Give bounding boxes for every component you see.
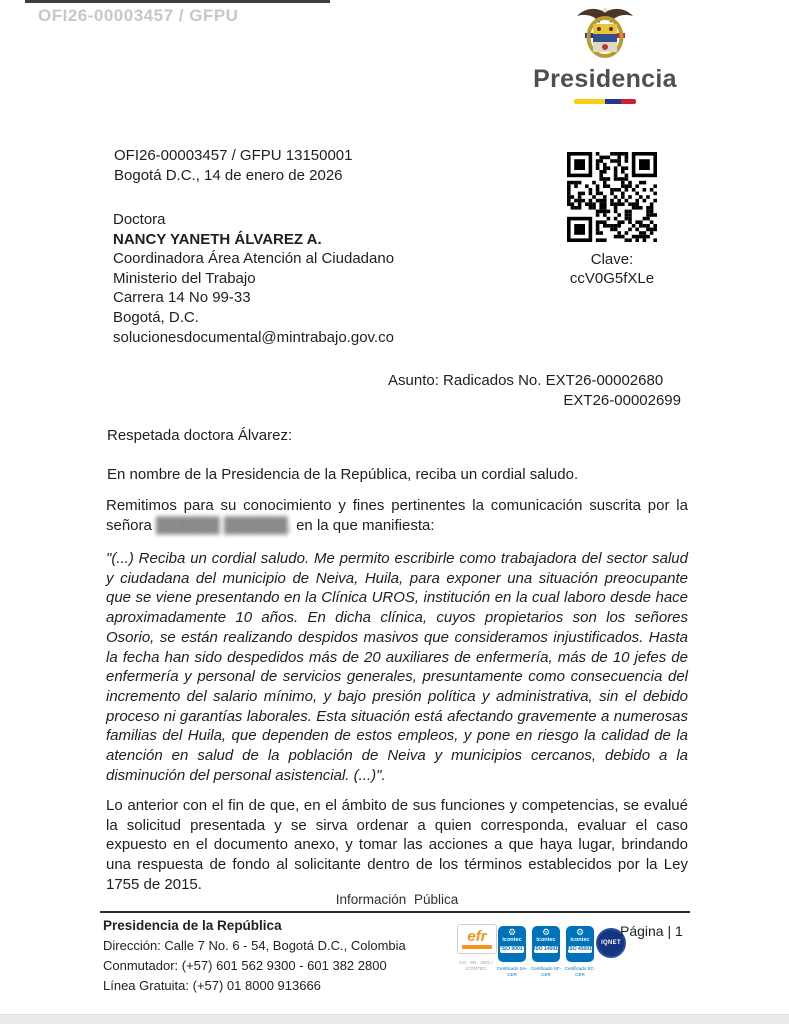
recipient-org: Ministerio del Trabajo [113,269,256,287]
recipient-role: Coordinadora Área Atención al Ciudadano [113,250,395,268]
qr-key-label: Clave: [590,251,634,268]
iso-label-2: ISO 14001 [534,946,558,952]
subject-block [388,371,681,411]
classification-label: Información Pública [335,892,459,907]
reference-number: OFI26-00003457 / GFPU 13150001 [114,147,353,164]
icontec-gear-icon: ⚙ [507,927,517,937]
window-doc-id: OFI26-00003457 / GFPU [38,6,239,25]
quoted-complaint-paragraph: "(...) Reciba un cordial saludo. Me permito escribirle como trabajadora del sector salud y ciudadana del municipio de Neiva, Huila, para exponer una situación preocupante que se viene presentando en la Clínica UROS, institución en la cual laboro desde hace aproximadamente 10 años. En dicha clínica, cuyos propietarios son los señores Osorio, se están realizando despidos masivos que consideramos injustificados. Hasta la fecha han sido despedidos más de 20 auxiliares de enfermería, más de 10 jefes de enfermería y personal de servicios generales, presuntamente como consecuencia del incremento del salario mínimo, y bajo presión política y administrativa, sin el debido proceso ni garantías laborales. Esta situación está afectando gravemente a numerosas familias del Huila, que dependen de estos empleos, y pone en riesgo la calidad de la atención en salud de la población de Neiva y municipios cercanos, debido a la disminución del personal asistencial. (...)". [106,550,688,784]
bottom-background-band [0,1014,789,1024]
efr-certification-badge [457,924,497,954]
recipient-city: Bogotá, D.C. [113,308,199,326]
subject-line2: EXT26-00002699 [563,392,681,409]
salutation: Respetada doctora Álvarez: [107,427,293,444]
icontec-label: icontec [536,937,556,943]
icontec-label: icontec [502,937,522,943]
subject-line1: Asunto: Radicados No. EXT26-00002680 [388,372,664,389]
cert-text-2: Certificado SF-CER [530,966,561,977]
icontec-badge-2 [532,926,560,962]
footer-org: Presidencia de la República [103,918,282,933]
footer-divider [100,911,690,913]
icontec-badge-3 [566,926,594,962]
remit-text-before: Remitimos para su conocimiento y fines pertinentes la comunicación suscrita por la señora [106,497,688,534]
remit-paragraph [106,496,688,535]
reference-block [114,146,353,186]
redacted-name: ██████ ██████, [156,516,292,534]
qr-key-value: ccV0G5fXLe [569,270,655,287]
icontec-gear-icon: ⚙ [575,927,585,937]
recipient-courtesy: Doctora [113,211,166,228]
footer-phone: Conmutador: (+57) 601 562 9300 - 601 382 2800 [103,958,387,973]
recipient-address: Carrera 14 No 99-33 [113,289,251,307]
efr-label: efr [467,927,487,945]
icontec-badge-1 [498,926,526,962]
footer-address: Dirección: Calle 7 No. 6 - 54, Bogotá D.C., Colombia [103,938,406,953]
efr-cert-note: CO - SN - 2021 / ICONTEC [459,960,493,971]
cert-text-3: Certificado SC-CER [564,966,596,977]
iqnet-label: IQNET [601,940,621,946]
qr-key-block [549,250,675,288]
intro-line: En nombre de la Presidencia de la República, reciba un cordial saludo. [107,466,579,483]
icontec-gear-icon: ⚙ [541,927,551,937]
cert-text-1: Certificado SA-CER [496,966,528,977]
footer-tollfree: Línea Gratuita: (+57) 01 8000 913666 [103,978,321,993]
iso-label-3: ISO 45001 [568,946,592,952]
footer-contact-block [103,916,406,996]
presidencia-logo [528,3,682,104]
coat-of-arms-icon [568,3,642,64]
remit-text-after: en la que manifiesta: [296,516,435,534]
closing-paragraph: Lo anterior con el fin de que, en el ámbito de sus funciones y competencias, se evalué la solicitud presentada y se sirva ordenar a quien corresponda, evaluar el caso expuesto en el documento anexo, y tomar las acciones a que haya lugar, brindando una respuesta de fondo al solicitante dentro de los términos establecidos por la Ley 1755 de 2015. [106,797,688,893]
reference-date: Bogotá D.C., 14 de enero de 2026 [114,167,343,184]
efr-band [462,945,492,949]
logo-title: Presidencia [533,65,677,93]
qr-code [567,152,657,242]
recipient-block [113,210,394,347]
recipient-email: solucionesdocumental@mintrabajo.gov.co [113,328,394,346]
top-edge-artifact [25,0,330,3]
page-number: Página | 1 [620,923,683,939]
colombia-flag-bar-icon [574,99,636,104]
iso-label-1: ISO 9001 [501,946,523,952]
recipient-name: NANCY YANETH ÁLVAREZ A. [113,230,322,248]
icontec-label: icontec [570,937,590,943]
